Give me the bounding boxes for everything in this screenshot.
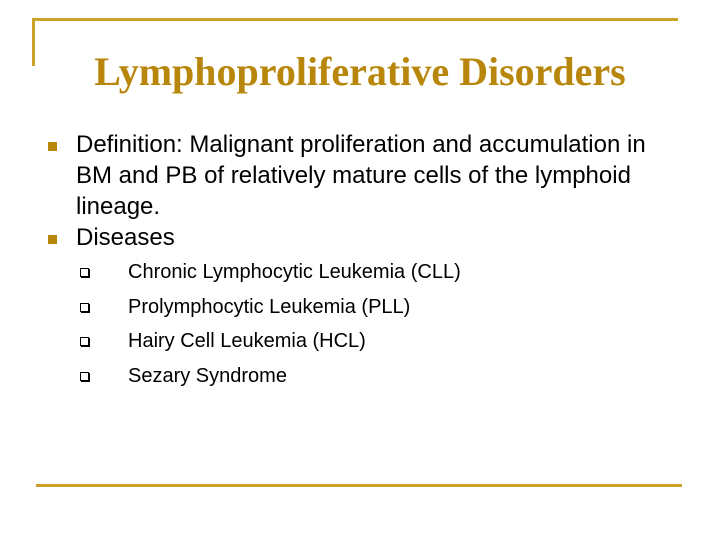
- sub-bullet-text: Chronic Lymphocytic Leukemia (CLL): [128, 261, 461, 283]
- sub-bullet-text: Hairy Cell Leukemia (HCL): [128, 330, 366, 352]
- hollow-box-bullet-icon: [80, 337, 89, 346]
- square-bullet-icon: [48, 235, 57, 244]
- bullet-item-definition: [44, 129, 684, 222]
- sub-bullet-item: [75, 255, 715, 290]
- hollow-box-bullet-icon: [80, 372, 89, 381]
- bullet-text: Diseases: [76, 224, 175, 251]
- hollow-box-bullet-icon: [80, 268, 89, 277]
- bullet-text: Definition: Malignant proliferation and accumulation in BM and PB of relatively mature cells of the lymphoid lineage.: [76, 131, 646, 220]
- bullet-item-diseases: [44, 222, 684, 253]
- frame-bottom-line: [36, 484, 682, 487]
- slide-title: Lymphoproliferative Disorders: [94, 49, 626, 94]
- bullet-list: [44, 129, 684, 393]
- frame-top-line: [32, 18, 678, 21]
- sub-bullet-item: [75, 359, 715, 394]
- sub-bullet-item: [75, 324, 715, 359]
- sub-bullet-text: Prolymphocytic Leukemia (PLL): [128, 295, 411, 318]
- hollow-box-bullet-icon: [80, 303, 89, 312]
- sub-bullet-list: [75, 255, 715, 393]
- square-bullet-icon: [48, 142, 57, 151]
- sub-bullet-item: [75, 290, 715, 325]
- sub-bullet-text: Sezary Syndrome: [128, 364, 287, 387]
